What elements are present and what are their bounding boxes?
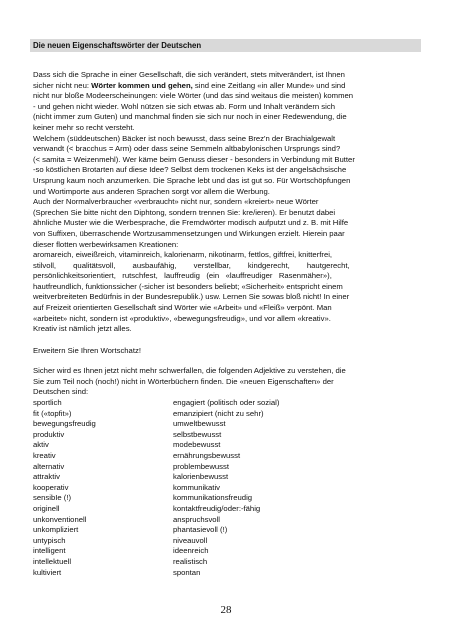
adjective-right: realistisch [173, 556, 208, 566]
adjective-row [33, 557, 416, 568]
adjective-row [33, 472, 416, 483]
adjective-row [33, 409, 416, 420]
main-paragraph [33, 70, 416, 335]
adjective-right: umweltbewusst [173, 419, 226, 429]
adjective-left: sensibIe (!) [33, 493, 72, 503]
adjective-right: kommunikativ [173, 482, 220, 492]
adjective-right: kontaktfreudig/oder:-fähig [173, 503, 261, 513]
adjective-row [33, 525, 416, 536]
adjective-right: phantasievoll (!) [173, 525, 228, 535]
adjective-right: ideenreich [173, 546, 209, 556]
adjective-right: kalorienbewusst [173, 472, 229, 482]
text-line: stilvoll, qualitätsvoll, ausbaufähig, verstellbar, kindgerecht, hautgerecht, [33, 260, 350, 270]
text-line: keiner mehr so recht versteht. [33, 122, 135, 132]
adjective-right: ernährungsbewusst [173, 450, 241, 460]
adjective-row [33, 430, 416, 441]
text-line: weitverbreiteten Bedürfnis in der Bundesrepublik.) usw. Lernen Sie sowas bloß nicht! In einer [33, 292, 350, 302]
adjective-list [33, 398, 416, 578]
text-line: sicher nicht neu: Wörter kommen und gehen, sind eine Zeitlang «in aller Munde» und sind [33, 80, 346, 90]
adjective-row [33, 462, 416, 473]
adjective-left: kreativ [33, 450, 56, 460]
text-line: verwandt (< bracchus = Arm) oder dass seine Semmeln altbabylonischen Ursprungs sind? [33, 144, 341, 154]
adjective-left: kultiviert [33, 567, 62, 577]
text-line: Welchem (süddeutschen) Bäcker ist noch bewusst, dass seine Brez'n der Brachialgewalt [33, 133, 336, 143]
text-line: - und gehen nicht wieder. Wohl nützen sie sich etwas ab. Form und Inhalt verändern sich [33, 101, 335, 111]
adjective-left: unkonventionell [33, 514, 87, 524]
text-line: (Sprechen Sie bitte nicht den Diphtong, sondern trennen Sie: kre/ieren). Er benutzt dabei [33, 207, 336, 217]
text-line: ähnliche Muster wie die Werbesprache, die Fremdwörter modisch aufputzt und z. B. mit Hilfe [33, 218, 349, 228]
text-line: und Wortimporte aus anderen Sprachen sorgt vor allem die Werbung. [33, 186, 270, 196]
adjective-left: sportlich [33, 398, 62, 407]
intro-paragraph [33, 366, 416, 398]
text-line: «arbeitet» nicht, sondern ist «produktiv», «bewegungsfreudig», und vor allem «kreativ». [33, 313, 331, 323]
text-line: Auch der Normalverbraucher «verbraucht» nicht nur, sondern «kreiert» neue Wörter [33, 197, 319, 207]
text-line: nicht nur bloße Modeerscheinungen: viele Wörter (und das sind weitaus die meisten) kommen [33, 91, 354, 101]
text-line: Ursprung kaum noch anzumerken. Die Sprache lebt und das ist gut so. Für Wortschöpfungen [33, 175, 351, 185]
adjective-right: niveauvoll [173, 535, 208, 545]
section-heading: Die neuen Eigenschaftswörter der Deutschen [33, 41, 202, 50]
adjective-right: engagiert (politisch oder sozial) [173, 398, 280, 407]
text-line: hautfreundlich, funktionssicher (-sicher ist besonders beliebt; «Sicherheit» entspricht einem [33, 281, 343, 291]
bold-phrase: Wörter kommen und gehen, [91, 80, 193, 90]
exhortation-paragraph [33, 346, 416, 357]
adjective-left: aktiv [33, 440, 49, 450]
adjective-right: problembewusst [173, 461, 229, 471]
adjective-right: modebewusst [173, 440, 221, 450]
adjective-row [33, 451, 416, 462]
adjective-row [33, 398, 416, 409]
adjective-row [33, 493, 416, 504]
text-line: -so köstlichen Brotarten auf diese Idee? Selbst dem trockenen Keks ist der angelsächsische [33, 165, 347, 175]
adjective-right: emanzipiert (nicht zu sehr) [173, 408, 264, 418]
text-line: Sicher wird es Ihnen jetzt nicht mehr schwerfallen, die folgenden Adjektive zu verstehen, die [33, 366, 346, 375]
exhortation-text: Erweitern Sie Ihren Wortschatz! [33, 346, 141, 355]
adjective-right: anspruchsvoll [173, 514, 221, 524]
adjective-left: produktiv [33, 429, 65, 439]
text-line: auf Freizeit orientierten Gesellschaft sind Wörter wie «Arbeit» und «Fleiß» verpönt. Man [33, 303, 332, 313]
text-line: von Suffixen, überraschende Wortzusammensetzungen und Wirkungen erzielt. Hierein paar [33, 228, 345, 238]
adjective-right: kommunikationsfreudig [173, 493, 253, 503]
adjective-row [33, 536, 416, 547]
adjective-right: selbstbewusst [173, 429, 222, 439]
adjective-left: alternativ [33, 461, 65, 471]
adjective-left: intelligent [33, 546, 66, 556]
adjective-row [33, 419, 416, 430]
adjective-row [33, 568, 416, 579]
text-line: dieser flotten werbewirksamen Kreationen: [33, 239, 179, 249]
text-line: persönlichkeitsorientiert, rutschfest, lauffreudig (ein «lauffreudiger Rasenmäher»), [33, 271, 332, 281]
adjective-left: unkompliziert [33, 525, 79, 535]
page-number: 28 [220, 604, 232, 616]
adjective-left: untypisch [33, 535, 66, 545]
adjective-left: kooperativ [33, 482, 69, 492]
text-line: Deutschen sind: [33, 387, 89, 397]
text-line: Dass sich die Sprache in einer Gesellschaft, die sich verändert, stets mitverändert, ist Ihnen [33, 70, 345, 79]
adjective-row [33, 440, 416, 451]
adjective-left: fit («topfit») [33, 408, 72, 418]
adjective-row [33, 546, 416, 557]
adjective-right: spontan [173, 567, 201, 577]
text-line: Sie zum Teil noch (noch!) nicht in Wörterbüchern finden. Die «neuen Eigenschaften» der [33, 376, 334, 386]
text-line: Kreativ ist nämlich jetzt alles. [33, 324, 132, 334]
adjective-row [33, 515, 416, 526]
text-line: (nicht immer zum Guten) und manchmal finden sie sich nur noch in einer Redewendung, die [33, 112, 347, 122]
adjective-left: bewegungsfreudig [33, 419, 96, 429]
adjective-left: attraktiv [33, 472, 60, 482]
text-line: aromareich, eiweißreich, vitaminreich, kalorienarm, nikotinarm, fettlos, giftfrei, knitterfrei, [33, 250, 333, 260]
adjective-row [33, 483, 416, 494]
adjective-left: intellektuell [33, 556, 72, 566]
text-line: (< samita = Weizenmehl). Wer käme beim Genuss dieser - besonders in Verbindung mit Butter [33, 154, 355, 164]
adjective-row [33, 504, 416, 515]
adjective-left: originell [33, 503, 60, 513]
